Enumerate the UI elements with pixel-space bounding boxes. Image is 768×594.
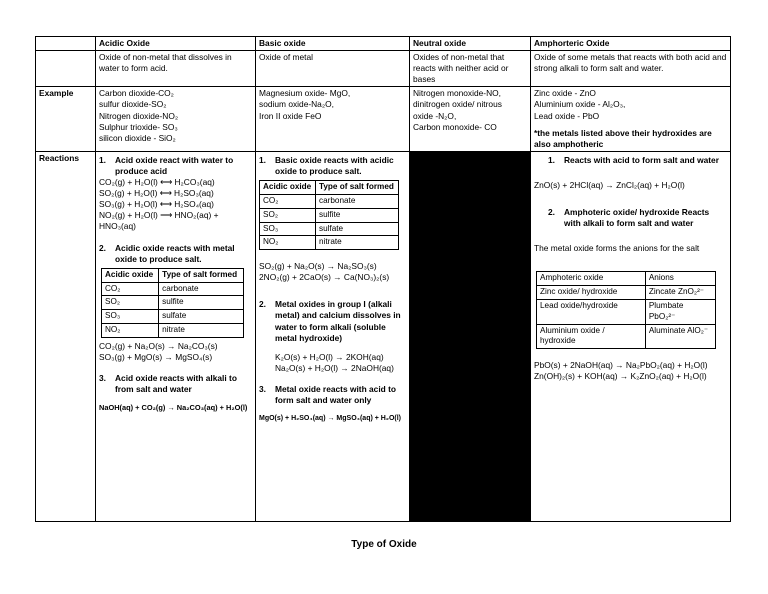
equation: 2NO₂(g) + 2CaO(s) → Ca(NO₃)₂(s) (259, 272, 390, 283)
table-cell: NO₂ (102, 324, 159, 338)
equation: SO₃(g) + H₂O(l) ⟷ H₂SO₄(aq) (99, 199, 214, 210)
rx-amph-note: The metal oxide forms the anions for the salt (534, 243, 700, 254)
header-neutral: Neutral oxide (410, 37, 531, 51)
table-cell: SO₂ (102, 296, 159, 310)
ex-neutral-line: Nitrogen monoxide-NO, (413, 88, 501, 99)
ex-acidic-line: sulfur dioxide-SO₂ (99, 99, 167, 110)
ex-basic-line: sodium oxide-Na₂O, (259, 99, 334, 110)
rx-basic-heading-1: 1. Basic oxide reacts with acidic oxide to produce salt. (259, 155, 406, 177)
table-cell: nitrate (315, 236, 398, 250)
rx-acidic (96, 151, 256, 521)
rx-acidic-heading-3: 3. Acid oxide reacts with alkali to from salt and water (99, 373, 252, 395)
table-cell: CO₂ (260, 194, 316, 208)
table-header: Type of salt formed (315, 181, 398, 195)
def-neutral: Oxides of non-metal that reacts with neither acid or bases (410, 51, 531, 87)
rx-acidic-h2-text: Acidic oxide reacts with metal oxide to produce salt. (115, 242, 235, 264)
def-amphoteric: Oxide of some metals that reacts with both acid and strong alkali to form salt and water. (531, 51, 731, 87)
rx-amph-h1-text: Reacts with acid to form salt and water (564, 154, 719, 165)
rx-acidic-h3-text: Acid oxide reacts with alkali to from salt and water (115, 373, 237, 395)
table-cell: SO₂ (260, 208, 316, 222)
example-row (36, 87, 731, 151)
table-cell: Zinc oxide/ hydroxide (537, 286, 646, 300)
header-blank (36, 37, 96, 51)
equation: ZnO(s) + 2HCl(aq) → ZnCl₂(aq) + H₂O(l) (534, 179, 685, 190)
equation: SO₃(g) + MgO(s) → MgSO₄(s) (99, 351, 213, 362)
ex-amph-line: Lead oxide - PbO (534, 110, 600, 121)
table-cell: sulfite (315, 208, 398, 222)
ex-neutral-line: Carbon monoxide- CO (413, 121, 497, 132)
equation: NaOH(aq) + CO₂(g) → Na₂CO₃(aq) + H₂O(l) (99, 403, 248, 413)
rx-acidic-heading-2: 2. Acidic oxide reacts with metal oxide to produce salt. (99, 243, 252, 265)
equation: CO₂(g) + H₂O(l) ⟷ H₂CO₃(aq) (99, 177, 215, 188)
table-cell: NO₂ (260, 236, 316, 250)
header-row (36, 37, 731, 51)
reactions-label: Reactions (36, 151, 96, 521)
equation: K₂O(s) + H₂O(l) → 2KOH(aq) (275, 351, 384, 362)
rx-amph-heading-1: 1. Reacts with acid to form salt and water (548, 154, 719, 165)
header-basic: Basic oxide (256, 37, 410, 51)
ex-acidic-line: Sulphur trioxide- SO₃ (99, 121, 178, 132)
table-cell: nitrate (159, 324, 244, 338)
anions-table (536, 271, 716, 349)
ex-amph-note: *the metals listed above their hydroxides are also amphotheric (534, 127, 712, 149)
ex-basic (256, 87, 410, 151)
header-acidic: Acidic Oxide (96, 37, 256, 51)
table-cell: SO₃ (102, 310, 159, 324)
table-cell: Aluminate AlO₂⁻ (645, 324, 715, 349)
def-basic: Oxide of metal (256, 51, 410, 87)
equation: CO₂(g) + Na₂O(s) → Na₂CO₃(s) (99, 340, 218, 351)
definition-row (36, 51, 731, 87)
table-cell: sulfate (315, 222, 398, 236)
ex-acidic-line: silicon dioxide - SiO₂ (99, 132, 176, 143)
equation: Zn(OH)₂(s) + KOH(aq) → K₂ZnO₂(aq) + H₂O(l) (534, 371, 707, 382)
ex-acidic-line: Carbon dioxide-CO₂ (99, 88, 174, 99)
rx-basic-h1-text: Basic oxide reacts with acidic oxide to produce salt. (275, 154, 394, 176)
rx-amph-h2-text: Amphoteric oxide/ hydroxide Reacts with alkali to form salt and water (564, 207, 710, 229)
ex-basic-line: Magnesium oxide- MgO, (259, 88, 351, 99)
example-label: Example (36, 87, 96, 151)
equation: SO₂(g) + Na₂O(s) → Na₂SO₃(s) (259, 261, 377, 272)
oxide-table (35, 36, 731, 522)
ex-amph-line: Aluminium oxide - Al₂O₃, (534, 99, 626, 110)
rx-basic (256, 151, 410, 521)
table-header: Amphoteric oxide (537, 272, 646, 286)
table-header: Type of salt formed (159, 268, 244, 282)
rx-amphoteric (531, 151, 731, 521)
table-cell: sulfite (159, 296, 244, 310)
basic-salt-table (259, 180, 399, 250)
neutral-reactions-blackout (410, 151, 531, 521)
equation: Na₂O(s) + H₂O(l) → 2NaOH(aq) (275, 362, 394, 373)
equation: HNO₃(aq) (99, 221, 136, 232)
rx-basic-h2-text: Metal oxides in group I (alkali metal) and calcium dissolves in water to form alkali (soluble metal hydroxide) (275, 299, 401, 343)
rx-amph-heading-2: 2. Amphoteric oxide/ hydroxide Reacts with alkali to form salt and water (534, 207, 727, 229)
ex-basic-line: Iron II oxide FeO (259, 110, 322, 121)
equation: SO₂(g) + H₂O(l) ⟷ H₂SO₃(aq) (99, 188, 214, 199)
table-header: Acidic oxide (260, 181, 316, 195)
header-amphoteric: Amphorteric Oxide (531, 37, 731, 51)
table-cell: SO₃ (260, 222, 316, 236)
table-header: Anions (645, 272, 715, 286)
def-acidic: Oxide of non-metal that dissolves in water to form acid. (96, 51, 256, 87)
rx-basic-h3-text: Metal oxide reacts with acid to form salt and water only (275, 383, 397, 406)
table-cell: CO₂ (102, 282, 159, 296)
ex-neutral-line: oxide -N₂O, (413, 110, 457, 121)
table-cell: Plumbate PbO₂²⁻ (645, 299, 715, 324)
table-header: Acidic oxide (102, 268, 159, 282)
equation: NO₂(g) + H₂O(l) ⟶ HNO₂(aq) + (99, 210, 219, 221)
table-cell: Zincate ZnO₂²⁻ (645, 286, 715, 300)
table-cell: Aluminium oxide / hydroxide (537, 324, 646, 349)
rx-basic-heading-2: 2. Metal oxides in group I (alkali metal) and calcium dissolves in water to form alkali (soluble metal hydroxide) (259, 299, 406, 343)
table-cell: sulfate (159, 310, 244, 324)
equation: PbO(s) + 2NaOH(aq) → Na₂PbO₂(aq) + H₂O(l) (534, 360, 708, 371)
ex-acidic (96, 87, 256, 151)
rx-basic-heading-3: 3. Metal oxide reacts with acid to form salt and water only (259, 384, 406, 406)
table-cell: carbonate (159, 282, 244, 296)
equation: MgO(s) + H₂SO₄(aq) → MgSO₄(aq) + H₂O(l) (259, 415, 402, 423)
rx-acidic-heading-1: 1. Acid oxide react with water to produce acid (99, 155, 252, 177)
ex-amph-line: Zinc oxide - ZnO (534, 88, 596, 99)
table-cell: Lead oxide/hydroxide (537, 299, 646, 324)
table-cell: carbonate (315, 194, 398, 208)
ex-neutral-line: dinitrogen oxide/ nitrous (413, 99, 502, 110)
ex-neutral (410, 87, 531, 151)
ex-acidic-line: Nitrogen dioxide-NO₂ (99, 110, 179, 121)
definition-label (36, 51, 96, 87)
reactions-row (36, 151, 731, 521)
page-caption: Type of Oxide (351, 539, 417, 550)
rx-acidic-h1-text: Acid oxide react with water to produce acid (115, 154, 234, 176)
acidic-salt-table (101, 268, 244, 338)
ex-amphoteric (531, 87, 731, 151)
